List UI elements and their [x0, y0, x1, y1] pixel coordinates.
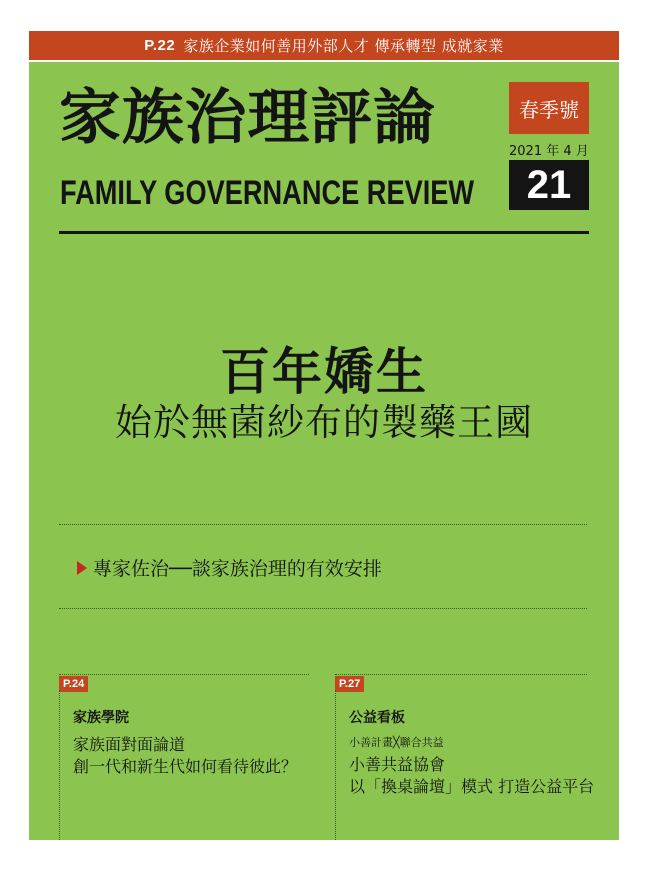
right-col-rule	[335, 674, 587, 675]
right-col-small-caption: 小善計畫╳聯合共益	[349, 736, 444, 749]
masthead-title-english: FAMILY GOVERNANCE REVIEW	[60, 174, 475, 212]
right-col-line-1[interactable]: 小善共益協會	[349, 755, 446, 774]
issue-date: 2021 年 4 月	[509, 144, 589, 159]
masthead-rule	[59, 231, 589, 234]
left-col-rule	[59, 674, 309, 675]
issue-number: 21	[509, 160, 589, 210]
season-badge: 春季號	[509, 82, 589, 134]
left-col-page-tag: P.24	[59, 676, 88, 692]
right-col-heading[interactable]: 公益看板	[349, 710, 405, 726]
banner-page-number: P.22	[144, 37, 176, 54]
right-col-vertical-rule	[335, 690, 336, 840]
left-col-heading[interactable]: 家族學院	[73, 710, 129, 726]
cover-headline[interactable]: 百年嬌生	[220, 343, 428, 401]
banner-text: 家族企業如何善用外部人才 傳承轉型 成就家業	[183, 37, 504, 55]
triangle-bullet-icon	[77, 561, 87, 575]
cover-subhead[interactable]: 始於無菌紗布的製藥王國	[115, 401, 533, 444]
left-col-line-2[interactable]: 創一代和新生代如何看待彼此？	[73, 757, 298, 776]
feature-text: 專家佐治──談家族治理的有效安排	[93, 558, 382, 580]
right-col-line-2[interactable]: 以「換桌論壇」模式 打造公益平台	[349, 777, 595, 796]
right-col-page-tag: P.27	[335, 676, 364, 692]
left-col-vertical-rule	[59, 690, 60, 840]
divider-bottom	[59, 608, 587, 609]
divider-top	[59, 524, 587, 525]
left-col-line-1[interactable]: 家族面對面論道	[73, 735, 186, 754]
top-banner[interactable]	[29, 31, 619, 60]
feature-link[interactable]	[77, 554, 382, 581]
masthead-title-chinese: 家族治理評論	[59, 83, 436, 153]
magazine-cover	[29, 62, 619, 840]
